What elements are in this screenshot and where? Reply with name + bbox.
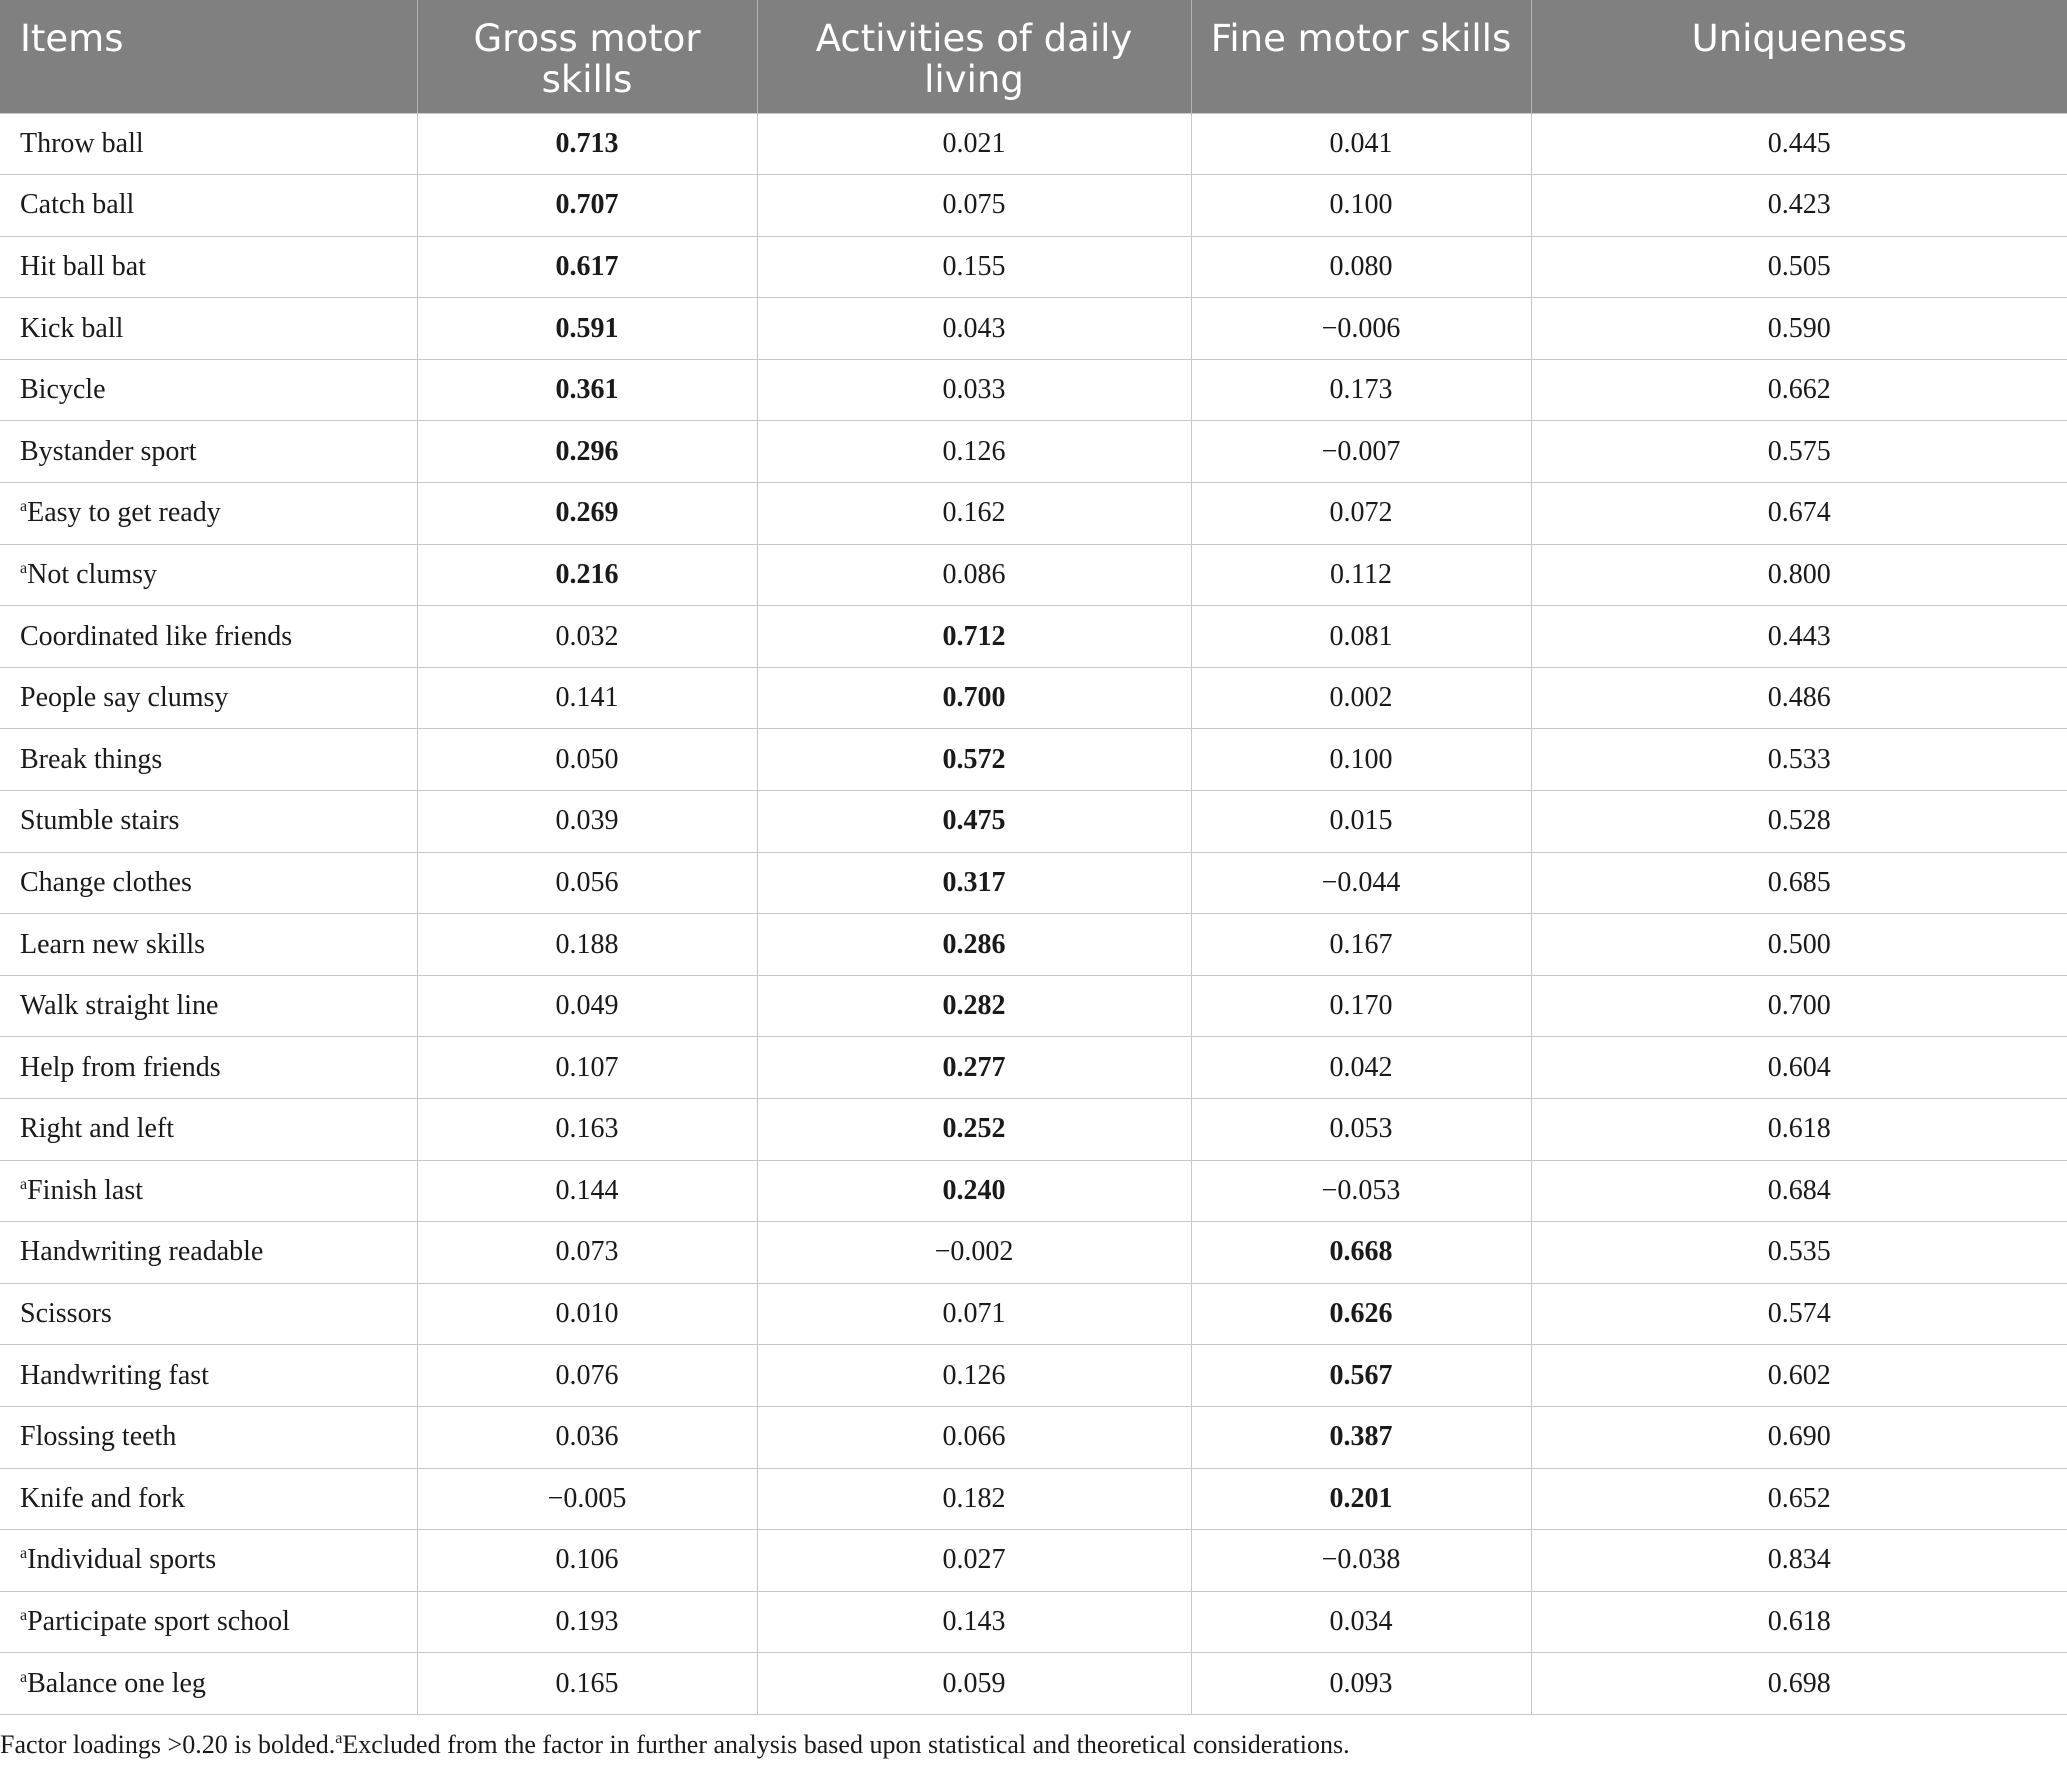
- fine-motor-skills-value: 0.567: [1191, 1345, 1531, 1407]
- item-label: People say clumsy: [20, 682, 229, 714]
- activities-of-daily-living-value: 0.155: [757, 236, 1191, 298]
- header-gross-motor-skills: Gross motor skills: [417, 0, 757, 113]
- item-label: Help from friends: [20, 1051, 221, 1083]
- gross-motor-skills-value: 0.617: [417, 236, 757, 298]
- uniqueness-value: 0.698: [1531, 1653, 2067, 1715]
- excluded-item-mark: a: [20, 1175, 28, 1193]
- uniqueness-value: 0.443: [1531, 606, 2067, 668]
- header-activities-of-daily-living: Activities of daily living: [757, 0, 1191, 113]
- gross-motor-skills-value: 0.141: [417, 667, 757, 729]
- activities-of-daily-living-value: 0.033: [757, 359, 1191, 421]
- item-cell: [0, 914, 417, 976]
- uniqueness-value: 0.684: [1531, 1160, 2067, 1222]
- item-label: Flossing teeth: [20, 1421, 177, 1453]
- uniqueness-value: 0.575: [1531, 421, 2067, 483]
- fine-motor-skills-value: 0.100: [1191, 175, 1531, 237]
- footnote-text-bolded-note: Factor loadings >0.20 is bolded.: [0, 1730, 336, 1759]
- table-row: [0, 914, 2067, 976]
- uniqueness-value: 0.500: [1531, 914, 2067, 976]
- table-body: [0, 113, 2067, 1714]
- uniqueness-value: 0.685: [1531, 852, 2067, 914]
- header-fine-motor-skills: Fine motor skills: [1191, 0, 1531, 113]
- table-row: [0, 175, 2067, 237]
- fine-motor-skills-value: 0.042: [1191, 1037, 1531, 1099]
- fine-motor-skills-value: 0.170: [1191, 975, 1531, 1037]
- item-cell: [0, 1345, 417, 1407]
- fine-motor-skills-value: 0.626: [1191, 1283, 1531, 1345]
- item-cell: [0, 483, 417, 545]
- fine-motor-skills-value: 0.072: [1191, 483, 1531, 545]
- uniqueness-value: 0.652: [1531, 1468, 2067, 1530]
- item-label: Bystander sport: [20, 435, 197, 467]
- activities-of-daily-living-value: 0.021: [757, 113, 1191, 175]
- item-cell: [0, 1653, 417, 1715]
- table-row: [0, 298, 2067, 360]
- uniqueness-value: 0.690: [1531, 1406, 2067, 1468]
- fine-motor-skills-value: −0.006: [1191, 298, 1531, 360]
- gross-motor-skills-value: 0.049: [417, 975, 757, 1037]
- uniqueness-value: 0.604: [1531, 1037, 2067, 1099]
- item-label: Throw ball: [20, 127, 144, 159]
- fine-motor-skills-value: 0.053: [1191, 1099, 1531, 1161]
- footnote-text-excluded-note: Excluded from the factor in further analysis based upon statistical and theoretical considerations.: [342, 1730, 1350, 1759]
- table-row: [0, 852, 2067, 914]
- item-cell: [0, 236, 417, 298]
- gross-motor-skills-value: 0.076: [417, 1345, 757, 1407]
- fine-motor-skills-value: 0.201: [1191, 1468, 1531, 1530]
- item-label: Stumble stairs: [20, 805, 180, 837]
- uniqueness-value: 0.618: [1531, 1591, 2067, 1653]
- gross-motor-skills-value: 0.713: [417, 113, 757, 175]
- item-cell: [0, 544, 417, 606]
- uniqueness-value: 0.674: [1531, 483, 2067, 545]
- activities-of-daily-living-value: 0.043: [757, 298, 1191, 360]
- fine-motor-skills-value: 0.100: [1191, 729, 1531, 791]
- activities-of-daily-living-value: 0.286: [757, 914, 1191, 976]
- table-row: [0, 236, 2067, 298]
- fine-motor-skills-value: 0.167: [1191, 914, 1531, 976]
- uniqueness-value: 0.834: [1531, 1530, 2067, 1592]
- item-cell: [0, 1591, 417, 1653]
- item-label: Not clumsy: [27, 558, 157, 590]
- item-cell: [0, 729, 417, 791]
- table-row: [0, 1160, 2067, 1222]
- item-cell: [0, 1283, 417, 1345]
- item-cell: [0, 1222, 417, 1284]
- fine-motor-skills-value: 0.002: [1191, 667, 1531, 729]
- activities-of-daily-living-value: 0.162: [757, 483, 1191, 545]
- fine-motor-skills-value: 0.112: [1191, 544, 1531, 606]
- uniqueness-value: 0.533: [1531, 729, 2067, 791]
- table-row: [0, 359, 2067, 421]
- activities-of-daily-living-value: 0.075: [757, 175, 1191, 237]
- gross-motor-skills-value: 0.165: [417, 1653, 757, 1715]
- item-label: Balance one leg: [27, 1667, 206, 1699]
- uniqueness-value: 0.535: [1531, 1222, 2067, 1284]
- activities-of-daily-living-value: 0.027: [757, 1530, 1191, 1592]
- item-cell: [0, 175, 417, 237]
- activities-of-daily-living-value: −0.002: [757, 1222, 1191, 1284]
- gross-motor-skills-value: 0.188: [417, 914, 757, 976]
- activities-of-daily-living-value: 0.066: [757, 1406, 1191, 1468]
- item-label: Catch ball: [20, 189, 135, 221]
- header-uniqueness: Uniqueness: [1531, 0, 2067, 113]
- gross-motor-skills-value: 0.269: [417, 483, 757, 545]
- table-row: [0, 1099, 2067, 1161]
- activities-of-daily-living-value: 0.700: [757, 667, 1191, 729]
- activities-of-daily-living-value: 0.282: [757, 975, 1191, 1037]
- table-row: [0, 483, 2067, 545]
- item-cell: [0, 1530, 417, 1592]
- uniqueness-value: 0.528: [1531, 791, 2067, 853]
- excluded-item-mark: a: [20, 1607, 28, 1625]
- table-row: [0, 544, 2067, 606]
- activities-of-daily-living-value: 0.126: [757, 1345, 1191, 1407]
- table-header-row: [0, 0, 2067, 113]
- item-cell: [0, 113, 417, 175]
- item-label: Knife and fork: [20, 1482, 185, 1514]
- item-label: Hit ball bat: [20, 250, 146, 282]
- item-label: Individual sports: [27, 1544, 217, 1576]
- fine-motor-skills-value: 0.668: [1191, 1222, 1531, 1284]
- table-row: [0, 1591, 2067, 1653]
- activities-of-daily-living-value: 0.317: [757, 852, 1191, 914]
- item-cell: [0, 1406, 417, 1468]
- table-row: [0, 421, 2067, 483]
- gross-motor-skills-value: 0.036: [417, 1406, 757, 1468]
- activities-of-daily-living-value: 0.126: [757, 421, 1191, 483]
- activities-of-daily-living-value: 0.475: [757, 791, 1191, 853]
- uniqueness-value: 0.445: [1531, 113, 2067, 175]
- table-row: [0, 729, 2067, 791]
- table-row: [0, 1037, 2067, 1099]
- uniqueness-value: 0.700: [1531, 975, 2067, 1037]
- fine-motor-skills-value: −0.007: [1191, 421, 1531, 483]
- item-label: Handwriting fast: [20, 1359, 209, 1391]
- uniqueness-value: 0.800: [1531, 544, 2067, 606]
- uniqueness-value: 0.574: [1531, 1283, 2067, 1345]
- excluded-item-mark: a: [20, 559, 28, 577]
- activities-of-daily-living-value: 0.059: [757, 1653, 1191, 1715]
- table-row: [0, 791, 2067, 853]
- uniqueness-value: 0.602: [1531, 1345, 2067, 1407]
- activities-of-daily-living-value: 0.240: [757, 1160, 1191, 1222]
- fine-motor-skills-value: −0.044: [1191, 852, 1531, 914]
- gross-motor-skills-value: 0.144: [417, 1160, 757, 1222]
- activities-of-daily-living-value: 0.086: [757, 544, 1191, 606]
- fine-motor-skills-value: 0.173: [1191, 359, 1531, 421]
- gross-motor-skills-value: 0.361: [417, 359, 757, 421]
- gross-motor-skills-value: 0.296: [417, 421, 757, 483]
- item-label: Learn new skills: [20, 928, 206, 960]
- fine-motor-skills-value: 0.041: [1191, 113, 1531, 175]
- item-cell: [0, 791, 417, 853]
- fine-motor-skills-value: 0.093: [1191, 1653, 1531, 1715]
- excluded-item-mark: a: [20, 498, 28, 516]
- table-row: [0, 1222, 2067, 1284]
- header-items: Items: [0, 0, 417, 113]
- item-label: Walk straight line: [20, 990, 219, 1022]
- uniqueness-value: 0.590: [1531, 298, 2067, 360]
- item-cell: [0, 1099, 417, 1161]
- fine-motor-skills-value: 0.015: [1191, 791, 1531, 853]
- gross-motor-skills-value: 0.056: [417, 852, 757, 914]
- table-row: [0, 1345, 2067, 1407]
- item-cell: [0, 667, 417, 729]
- uniqueness-value: 0.486: [1531, 667, 2067, 729]
- item-label: Scissors: [20, 1298, 112, 1330]
- item-label: Right and left: [20, 1113, 174, 1145]
- item-cell: [0, 1160, 417, 1222]
- item-cell: [0, 1468, 417, 1530]
- item-label: Participate sport school: [27, 1606, 290, 1638]
- fine-motor-skills-value: 0.034: [1191, 1591, 1531, 1653]
- table-row: [0, 667, 2067, 729]
- table-row: [0, 113, 2067, 175]
- item-label: Break things: [20, 743, 163, 775]
- fine-motor-skills-value: −0.038: [1191, 1530, 1531, 1592]
- item-cell: [0, 852, 417, 914]
- excluded-item-mark: a: [20, 1668, 28, 1686]
- gross-motor-skills-value: 0.591: [417, 298, 757, 360]
- activities-of-daily-living-value: 0.182: [757, 1468, 1191, 1530]
- gross-motor-skills-value: 0.193: [417, 1591, 757, 1653]
- gross-motor-skills-value: −0.005: [417, 1468, 757, 1530]
- item-label: Bicycle: [20, 374, 106, 406]
- activities-of-daily-living-value: 0.252: [757, 1099, 1191, 1161]
- table-row: [0, 975, 2067, 1037]
- gross-motor-skills-value: 0.216: [417, 544, 757, 606]
- table-row: [0, 1530, 2067, 1592]
- table-row: [0, 606, 2067, 668]
- item-label: Handwriting readable: [20, 1236, 264, 1268]
- gross-motor-skills-value: 0.106: [417, 1530, 757, 1592]
- gross-motor-skills-value: 0.073: [417, 1222, 757, 1284]
- excluded-item-mark: a: [20, 1545, 28, 1563]
- activities-of-daily-living-value: 0.143: [757, 1591, 1191, 1653]
- table-row: [0, 1468, 2067, 1530]
- table-row: [0, 1653, 2067, 1715]
- fine-motor-skills-value: −0.053: [1191, 1160, 1531, 1222]
- item-label: Change clothes: [20, 866, 192, 898]
- item-cell: [0, 298, 417, 360]
- uniqueness-value: 0.618: [1531, 1099, 2067, 1161]
- item-cell: [0, 421, 417, 483]
- gross-motor-skills-value: 0.050: [417, 729, 757, 791]
- footnote-superscript-mark: a: [335, 1730, 343, 1747]
- activities-of-daily-living-value: 0.572: [757, 729, 1191, 791]
- item-cell: [0, 1037, 417, 1099]
- gross-motor-skills-value: 0.107: [417, 1037, 757, 1099]
- gross-motor-skills-value: 0.163: [417, 1099, 757, 1161]
- gross-motor-skills-value: 0.010: [417, 1283, 757, 1345]
- uniqueness-value: 0.423: [1531, 175, 2067, 237]
- gross-motor-skills-value: 0.039: [417, 791, 757, 853]
- uniqueness-value: 0.662: [1531, 359, 2067, 421]
- uniqueness-value: 0.505: [1531, 236, 2067, 298]
- activities-of-daily-living-value: 0.071: [757, 1283, 1191, 1345]
- item-label: Easy to get ready: [27, 497, 221, 529]
- fine-motor-skills-value: 0.387: [1191, 1406, 1531, 1468]
- item-label: Coordinated like friends: [20, 620, 293, 652]
- activities-of-daily-living-value: 0.712: [757, 606, 1191, 668]
- gross-motor-skills-value: 0.032: [417, 606, 757, 668]
- item-cell: [0, 606, 417, 668]
- fine-motor-skills-value: 0.081: [1191, 606, 1531, 668]
- activities-of-daily-living-value: 0.277: [757, 1037, 1191, 1099]
- item-cell: [0, 975, 417, 1037]
- item-label: Kick ball: [20, 312, 124, 344]
- item-cell: [0, 359, 417, 421]
- gross-motor-skills-value: 0.707: [417, 175, 757, 237]
- table-row: [0, 1283, 2067, 1345]
- fine-motor-skills-value: 0.080: [1191, 236, 1531, 298]
- table-footnote: [0, 1730, 1350, 1760]
- table-row: [0, 1406, 2067, 1468]
- item-label: Finish last: [27, 1174, 144, 1206]
